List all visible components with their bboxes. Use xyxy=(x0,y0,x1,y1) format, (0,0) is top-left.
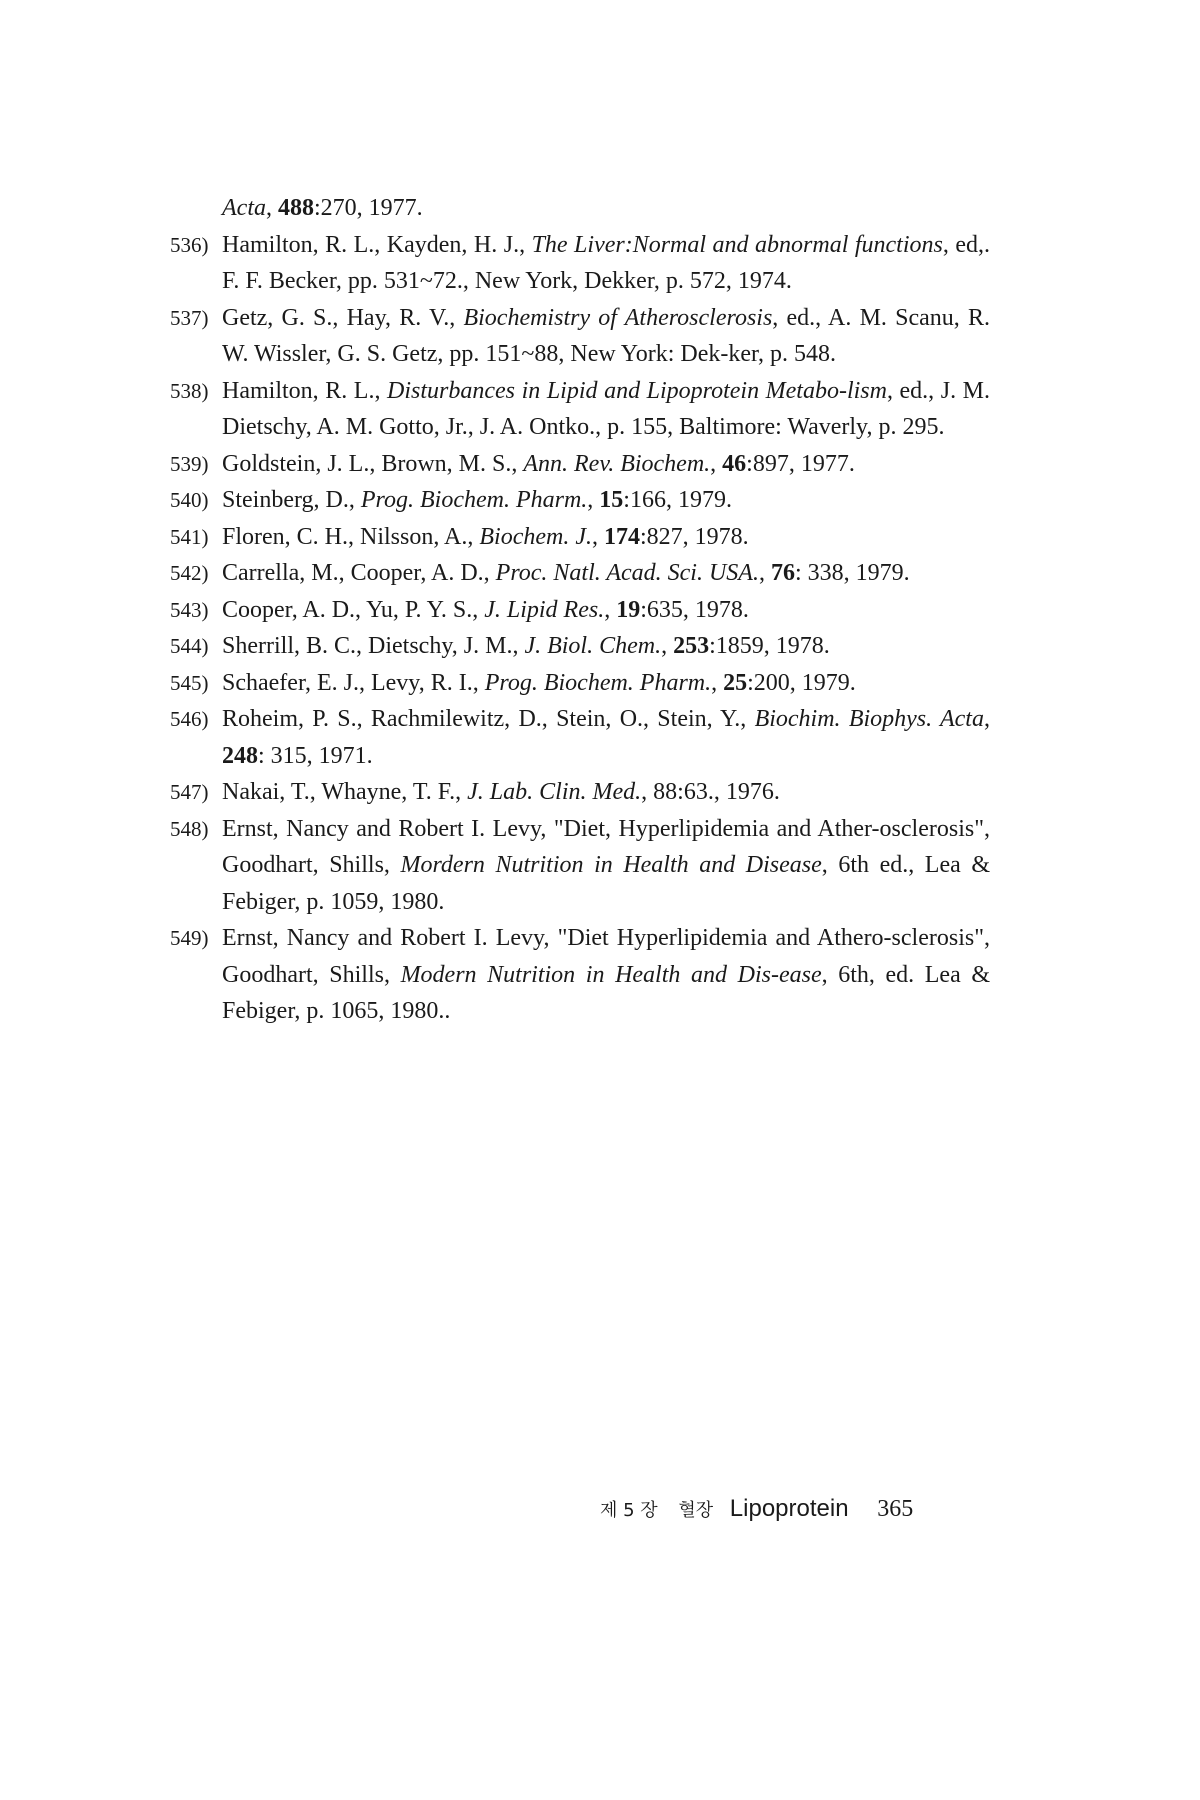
reference-text: , 6th ed., Lea & Febiger, p. 1059, 1980. xyxy=(222,852,990,915)
reference-text: , xyxy=(604,596,617,623)
reference-number: 544) xyxy=(170,634,209,658)
reference-text: Steinberg, D., xyxy=(222,487,361,513)
reference-text: Carrella, M., Cooper, A. D., xyxy=(222,560,496,586)
reference-text: :635, 1978. xyxy=(640,596,749,623)
reference-text: , ed., J. M. Dietschy, A. M. Gotto, Jr., J. A. Ontko., p. 155, Baltimore: Waverly, p. 295. xyxy=(222,377,990,440)
reference-entry xyxy=(170,373,990,446)
reference-entry xyxy=(170,446,990,483)
reference-number: 547) xyxy=(170,780,209,804)
reference-text: :897, 1977. xyxy=(746,450,855,477)
footer-title: Lipoprotein xyxy=(729,1495,849,1522)
reference-entry xyxy=(170,300,990,373)
reference-title: Biochim. Biophys. Acta xyxy=(754,706,984,732)
reference-entry xyxy=(170,519,990,556)
reference-text: Roheim, P. S., Rachmilewitz, D., Stein, O., Stein, Y., xyxy=(222,706,755,732)
reference-text: , 6th, ed. Lea & Febiger, p. 1065, 1980.. xyxy=(222,961,990,1024)
reference-number: 538) xyxy=(170,378,209,403)
footer-chapter: 제 5 장 xyxy=(600,1500,658,1521)
reference-text: :166, 1979. xyxy=(623,487,732,513)
reference-text: , xyxy=(587,487,600,513)
reference-number: 545) xyxy=(170,670,209,695)
reference-number: 541) xyxy=(170,524,209,549)
reference-title: J. Lab. Clin. Med. xyxy=(467,779,642,805)
reference-title: Modern Nutrition in Health and Dis-ease xyxy=(400,961,822,988)
reference-volume: 46 xyxy=(722,450,747,477)
reference-title: Ann. Rev. Biochem. xyxy=(523,450,711,477)
reference-number: 548) xyxy=(170,816,209,841)
reference-title: Proc. Natl. Acad. Sci. USA. xyxy=(495,560,759,586)
reference-number: 540) xyxy=(170,488,209,512)
reference-title: J. Biol. Chem. xyxy=(524,633,662,659)
reference-text: , xyxy=(983,706,990,732)
reference-text: , xyxy=(711,669,724,696)
reference-number: 536) xyxy=(170,232,209,257)
reference-volume: 19 xyxy=(616,596,641,623)
reference-number: 543) xyxy=(170,597,209,622)
reference-text: Ernst, Nancy and Robert I. Levy, "Diet, Hyperlipidemia and Ather-osclerosis", Goodhart, Shills, xyxy=(222,815,990,878)
reference-text: Sherrill, B. C., Dietschy, J. M., xyxy=(222,633,525,659)
reference-number: 549) xyxy=(170,926,209,950)
reference-title: Biochem. J. xyxy=(479,523,592,550)
reference-text: Hamilton, R. L., Kayden, H. J., xyxy=(222,231,532,258)
page-footer xyxy=(600,1495,990,1523)
reference-volume: 25 xyxy=(723,669,748,696)
reference-text: Getz, G. S., Hay, R. V., xyxy=(222,304,464,331)
reference-title: J. Lipid Res. xyxy=(484,596,605,623)
reference-title: Mordern Nutrition in Health and Disease xyxy=(400,852,822,878)
reference-text: , ed,. F. F. Becker, pp. 531~72., New York, Dekker, p. 572, 1974. xyxy=(222,231,990,294)
reference-entry xyxy=(170,227,990,300)
reference-entry xyxy=(170,774,990,811)
reference-text: :1859, 1978. xyxy=(709,633,830,659)
reference-text: Ernst, Nancy and Robert I. Levy, "Diet Hyperlipidemia and Athero-sclerosis", Goodhart, Shills, xyxy=(222,925,990,988)
reference-number: 539) xyxy=(170,451,209,476)
reference-text: Cooper, A. D., Yu, P. Y. S., xyxy=(222,596,485,623)
reference-entry xyxy=(170,811,990,921)
reference-entry xyxy=(170,665,990,702)
reference-text: : 315, 1971. xyxy=(258,742,373,769)
reference-text: , xyxy=(758,560,771,586)
reference-title: Prog. Biochem. Pharm. xyxy=(484,669,712,696)
reference-entry xyxy=(170,920,990,1030)
reference-title: Biochemistry of Atherosclerosis xyxy=(463,304,773,331)
reference-text: Hamilton, R. L., xyxy=(222,377,388,404)
reference-list xyxy=(170,190,990,1030)
reference-text: , ed., A. M. Scanu, R. W. Wissler, G. S. Getz, pp. 151~88, New York: Dek-ker, p. 548. xyxy=(222,304,990,367)
reference-text: Schaefer, E. J., Levy, R. I., xyxy=(222,669,485,696)
reference-text: Floren, C. H., Nilsson, A., xyxy=(222,523,480,550)
footer-section: 혈장 xyxy=(678,1500,714,1521)
reference-text: Goldstein, J. L., Brown, M. S., xyxy=(222,450,524,477)
reference-entry xyxy=(170,701,990,774)
reference-entry xyxy=(170,482,990,519)
reference-text: :200, 1979. xyxy=(747,669,856,696)
reference-text: :827, 1978. xyxy=(639,523,749,550)
reference-volume: 248 xyxy=(222,742,258,769)
reference-title: Prog. Biochem. Pharm. xyxy=(360,487,588,513)
reference-number: 542) xyxy=(170,561,209,585)
reference-title: Acta xyxy=(222,195,266,221)
reference-continuation xyxy=(170,190,990,227)
reference-title: Disturbances in Lipid and Lipoprotein Metabo-lism xyxy=(387,377,887,404)
reference-text: , xyxy=(265,195,278,221)
reference-entry xyxy=(170,555,990,592)
reference-text: , xyxy=(591,523,604,550)
reference-text: : 338, 1979. xyxy=(794,560,910,586)
reference-number: 546) xyxy=(170,707,209,731)
page-number: 365 xyxy=(877,1496,914,1522)
reference-volume: 76 xyxy=(770,560,795,586)
reference-text: , 88:63., 1976. xyxy=(641,779,780,805)
reference-volume: 15 xyxy=(599,487,624,513)
reference-text: , xyxy=(710,450,723,477)
reference-text: :270, 1977. xyxy=(313,195,423,221)
reference-entry xyxy=(170,628,990,665)
reference-volume: 488 xyxy=(277,195,314,221)
reference-text: , xyxy=(661,633,674,659)
reference-volume: 253 xyxy=(673,633,710,659)
reference-number: 537) xyxy=(170,305,209,330)
reference-text: Nakai, T., Whayne, T. F., xyxy=(222,779,468,805)
reference-entry xyxy=(170,592,990,629)
reference-volume: 174 xyxy=(603,523,640,550)
reference-title: The Liver:Normal and abnormal functions xyxy=(531,231,943,258)
